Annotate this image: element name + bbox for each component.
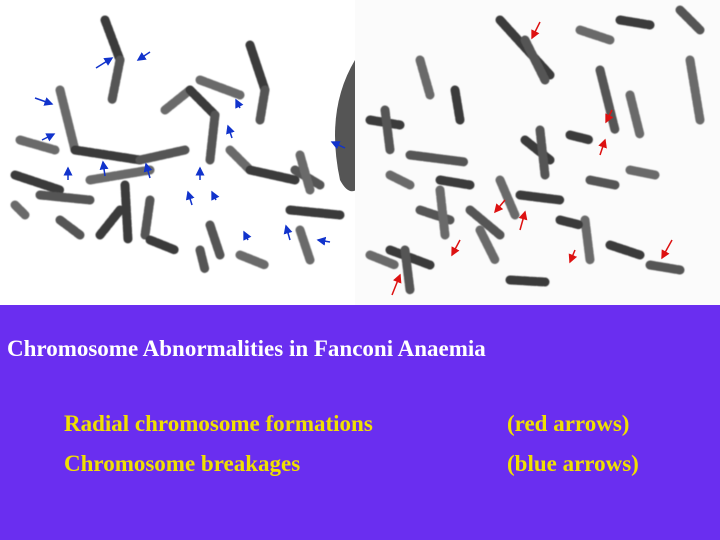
chromosome — [385, 110, 390, 150]
legend-radial-key: (red arrows) — [507, 411, 630, 436]
legend-radial-label: Radial chromosome formations — [64, 411, 373, 436]
chromosome — [125, 185, 128, 240]
chromosome — [40, 195, 90, 200]
chromosome — [650, 265, 680, 270]
chromosome — [290, 210, 340, 215]
chromosome — [405, 250, 410, 290]
chromosome — [570, 135, 590, 140]
chromosome — [560, 220, 580, 225]
chromosome — [585, 220, 590, 260]
chromosome — [440, 190, 445, 235]
chromosome — [520, 195, 560, 200]
chromosome — [620, 20, 650, 25]
chromosome — [200, 250, 205, 270]
chromosome — [210, 115, 215, 160]
legend-breakage — [64, 451, 639, 477]
legend-breakage-key: (blue arrows) — [507, 451, 639, 476]
chromosome — [590, 180, 615, 185]
chromosome — [455, 90, 460, 120]
legend-breakage-label: Chromosome breakages — [64, 451, 301, 476]
legend-radial — [64, 411, 630, 437]
chromosome — [540, 130, 545, 175]
chromosome — [630, 170, 655, 175]
chromosome — [440, 180, 470, 185]
chromosome — [260, 90, 265, 120]
slide-title: Chromosome Abnormalities in Fanconi Anaemia — [7, 336, 486, 361]
chromosome — [145, 200, 150, 235]
chromosome — [510, 280, 545, 282]
